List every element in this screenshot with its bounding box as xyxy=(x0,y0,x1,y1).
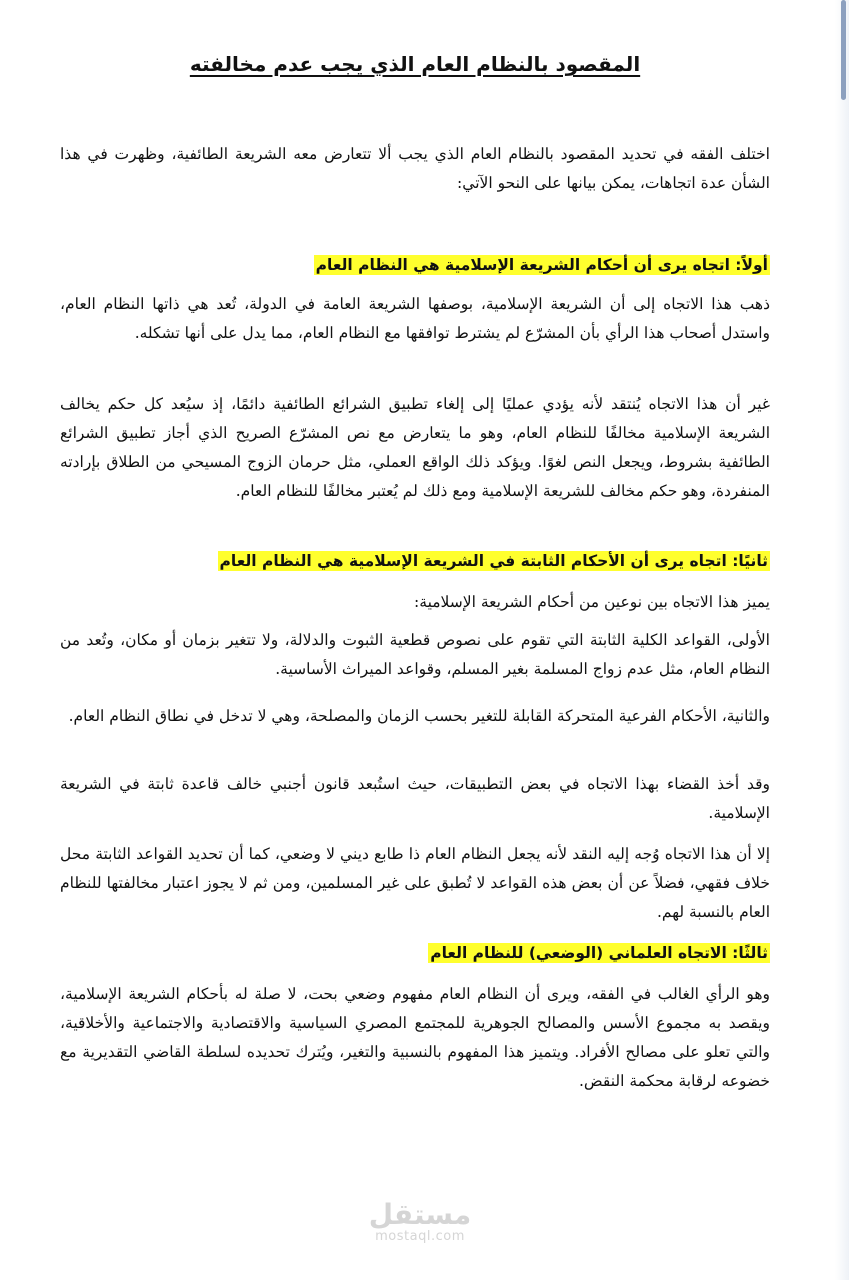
section2-paragraph-1: يميز هذا الاتجاه بين نوعين من أحكام الشريعة الإسلامية: xyxy=(414,593,770,611)
scrollbar-thumb[interactable] xyxy=(841,0,846,100)
section3-heading xyxy=(428,940,770,966)
section2-heading xyxy=(218,548,770,574)
section1-heading-text: أولاً: اتجاه يرى أن أحكام الشريعة الإسلامية هي النظام العام xyxy=(315,256,768,274)
section2-paragraph-5: إلا أن هذا الاتجاه وُجه إليه النقد لأنه يجعل النظام العام ذا طابع ديني لا وضعي، كما أن تحديد القواعد الثابتة محل خلاف فقهي، فضلاً عن أن بعض هذه القواعد لا تُطبق على غير المسلمين، ومن ثم لا يجوز اعتبار مخالفتها للنظام العام بالنسبة لهم. xyxy=(60,845,770,921)
intro-paragraph: اختلف الفقه في تحديد المقصود بالنظام العام الذي يجب ألا تتعارض معه الشريعة الطائفية، وظهرت في هذا الشأن عدة اتجاهات، يمكن بيانها على النحو الآتي: xyxy=(60,145,770,192)
document-page xyxy=(60,0,770,1150)
section2-paragraph-2: الأولى، القواعد الكلية الثابتة التي تقوم على نصوص قطعية الثبوت والدلالة، ولا تتغير بزمان أو مكان، وتُعد من النظام العام، مثل عدم زواج المسلمة بغير المسلم، وقواعد الميراث الأساسية. xyxy=(60,631,770,678)
watermark-latin: mostaql.com xyxy=(375,1229,465,1244)
section1-heading xyxy=(314,252,770,278)
section2-heading-text: ثانيًا: اتجاه يرى أن الأحكام الثابتة في الشريعة الإسلامية هي النظام العام xyxy=(219,552,768,570)
mostaql-watermark xyxy=(360,1200,480,1244)
section1-paragraph-2: غير أن هذا الاتجاه يُنتقد لأنه يؤدي عمليًا إلى إلغاء تطبيق الشرائع الطائفية دائمًا، إذ سيُعد كل حكم يخالف الشريعة الإسلامية مخالفًا للنظام العام، وهو ما يتعارض مع نص المشرّع الصريح الذي أجاز تطبيق الشرائع الطائفية بشروط، ويجعل النص لغوًا. ويؤكد ذلك الواقع العملي، مثل حرمان الزوج المسيحي من الطلاق بإرادته المنفردة، وهو حكم مخالف للشريعة الإسلامية ومع ذلك لم يُعتبر مخالفًا للنظام العام. xyxy=(60,395,770,500)
section1-paragraph-1: ذهب هذا الاتجاه إلى أن الشريعة الإسلامية، بوصفها الشريعة العامة في الدولة، تُعد هي ذاتها النظام العام، واستدل أصحاب هذا الرأي بأن المشرّع لم يشترط توافقها مع النظام العام، مما يدل على أنها تشكله. xyxy=(60,295,770,342)
section2-paragraph-4: وقد أخذ القضاء بهذا الاتجاه في بعض التطبيقات، حيث استُبعد قانون أجنبي خالف قاعدة ثابتة في الشريعة الإسلامية. xyxy=(60,775,770,822)
watermark-arabic: مستقل xyxy=(368,1198,472,1231)
page-title: المقصود بالنظام العام الذي يجب عدم مخالفته xyxy=(189,52,641,76)
section2-paragraph-3: والثانية، الأحكام الفرعية المتحركة القابلة للتغير بحسب الزمان والمصلحة، وهي لا تدخل في نطاق النظام العام. xyxy=(68,707,770,725)
scrollbar-track[interactable] xyxy=(835,0,849,1280)
section3-heading-text: ثالثًا: الاتجاه العلماني (الوضعي) للنظام العام xyxy=(430,944,768,962)
section3-paragraph-1: وهو الرأي الغالب في الفقه، ويرى أن النظام العام مفهوم وضعي بحت، لا صلة له بأحكام الشريعة الإسلامية، ويقصد به مجموع الأسس والمصالح الجوهرية للمجتمع المصري السياسية والاقتصادية والاجتماعية والأخلاقية، والتي تعلو على مصالح الأفراد. ويتميز هذا المفهوم بالنسبية والتغير، ويُترك تحديده لسلطة القاضي التقديرية مع خضوعه لرقابة محكمة النقض. xyxy=(60,985,770,1090)
